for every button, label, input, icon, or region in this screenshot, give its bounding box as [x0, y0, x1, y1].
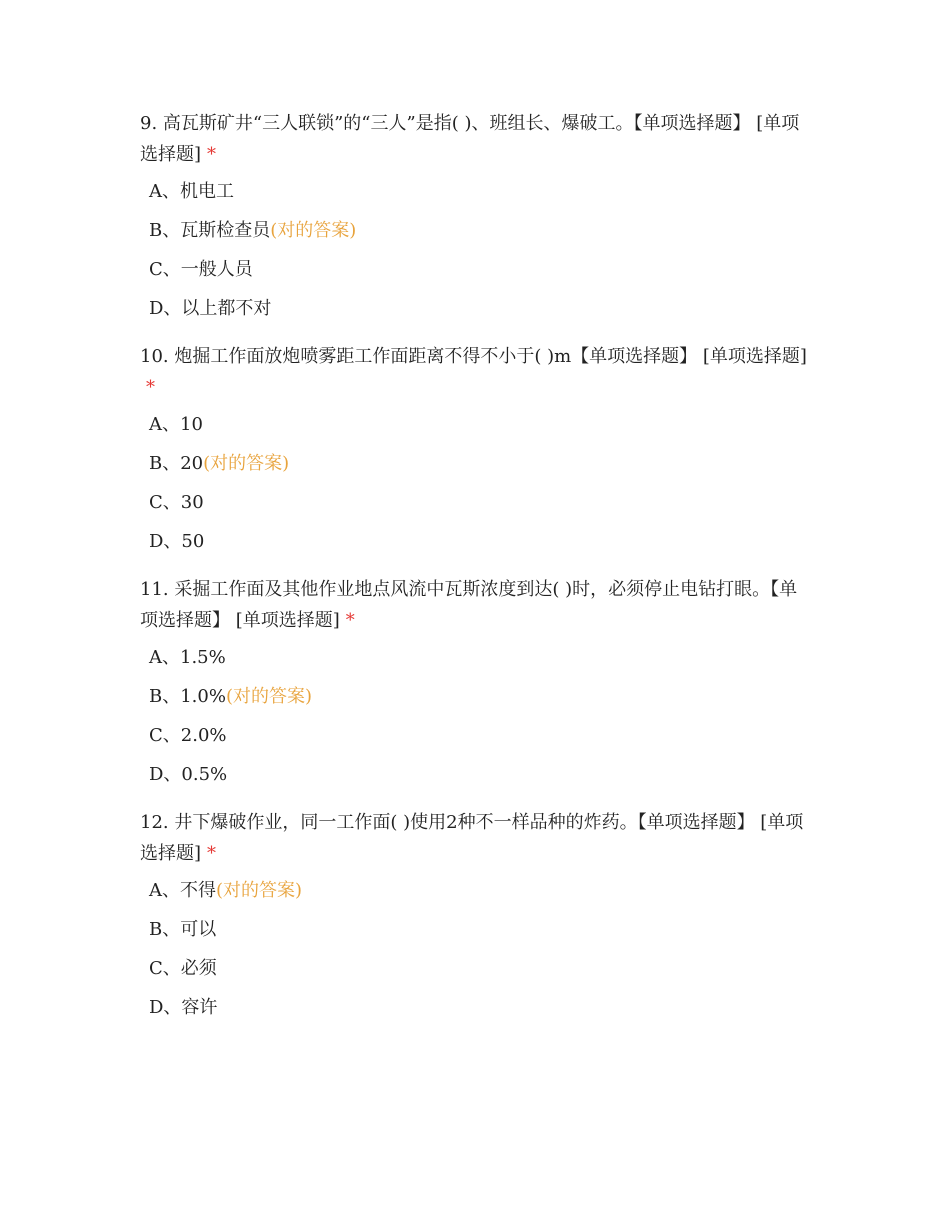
answer-tag: (对的答案)	[203, 453, 290, 474]
option-list	[140, 413, 950, 554]
option-c	[149, 957, 950, 981]
option-d	[149, 763, 950, 787]
option-a	[149, 646, 950, 670]
option-a	[149, 180, 950, 204]
option-label: D、0.5%	[149, 764, 228, 785]
option-label: C、2.0%	[149, 725, 227, 746]
required-mark: *	[146, 377, 155, 398]
option-label: C、一般人员	[149, 259, 253, 280]
option-b	[149, 452, 950, 476]
question-stem	[140, 574, 810, 636]
option-d	[149, 297, 950, 321]
option-label: B、1.0%	[149, 686, 226, 707]
question-11	[140, 574, 950, 787]
option-label: B、可以	[149, 919, 217, 940]
question-stem	[140, 807, 810, 869]
option-label: D、以上都不对	[149, 298, 272, 319]
option-c	[149, 258, 950, 282]
option-c	[149, 724, 950, 748]
question-text: 12. 井下爆破作业，同一工作面( )使用2种不一样品种的炸药。【单项选择题】 [单项选择题]	[140, 812, 804, 864]
question-text: 11. 采掘工作面及其他作业地点风流中瓦斯浓度到达( )时，必须停止电钻打眼。【单项选择题】 [单项选择题]	[140, 579, 798, 631]
option-b	[149, 219, 950, 243]
answer-tag: (对的答案)	[225, 686, 313, 707]
required-mark: *	[345, 610, 355, 631]
answer-tag: (对的答案)	[216, 880, 303, 901]
option-d	[149, 996, 950, 1020]
question-9	[140, 108, 950, 321]
question-text: 10. 炮掘工作面放炮喷雾距工作面距离不得不小于( )m【单项选择题】 [单项选择题]	[140, 346, 807, 367]
option-label: A、1.5%	[149, 647, 226, 668]
option-label: D、50	[149, 531, 205, 552]
option-label: D、容许	[149, 997, 218, 1018]
option-label: A、不得	[149, 880, 216, 901]
question-stem	[140, 108, 810, 170]
required-mark: *	[207, 144, 217, 165]
question-10	[140, 341, 950, 554]
option-b	[149, 685, 950, 709]
option-a	[149, 413, 950, 437]
option-label: C、必须	[149, 958, 217, 979]
option-label: B、瓦斯检查员	[149, 220, 271, 241]
option-label: A、10	[149, 414, 203, 435]
question-12	[140, 807, 950, 1020]
question-text: 9. 高瓦斯矿井“三人联锁”的“三人”是指( )、班组长、爆破工。【单项选择题】 [单项选择题]	[140, 113, 800, 165]
option-b	[149, 918, 950, 942]
option-label: A、机电工	[149, 181, 234, 202]
required-mark: *	[207, 843, 217, 864]
option-list	[140, 646, 950, 787]
option-c	[149, 491, 950, 515]
option-list	[140, 180, 950, 321]
answer-tag: (对的答案)	[270, 220, 357, 241]
option-label: B、20	[149, 453, 204, 474]
option-label: C、30	[149, 492, 204, 513]
option-a	[149, 879, 950, 903]
option-d	[149, 530, 950, 554]
question-stem	[140, 341, 810, 403]
option-list	[140, 879, 950, 1020]
